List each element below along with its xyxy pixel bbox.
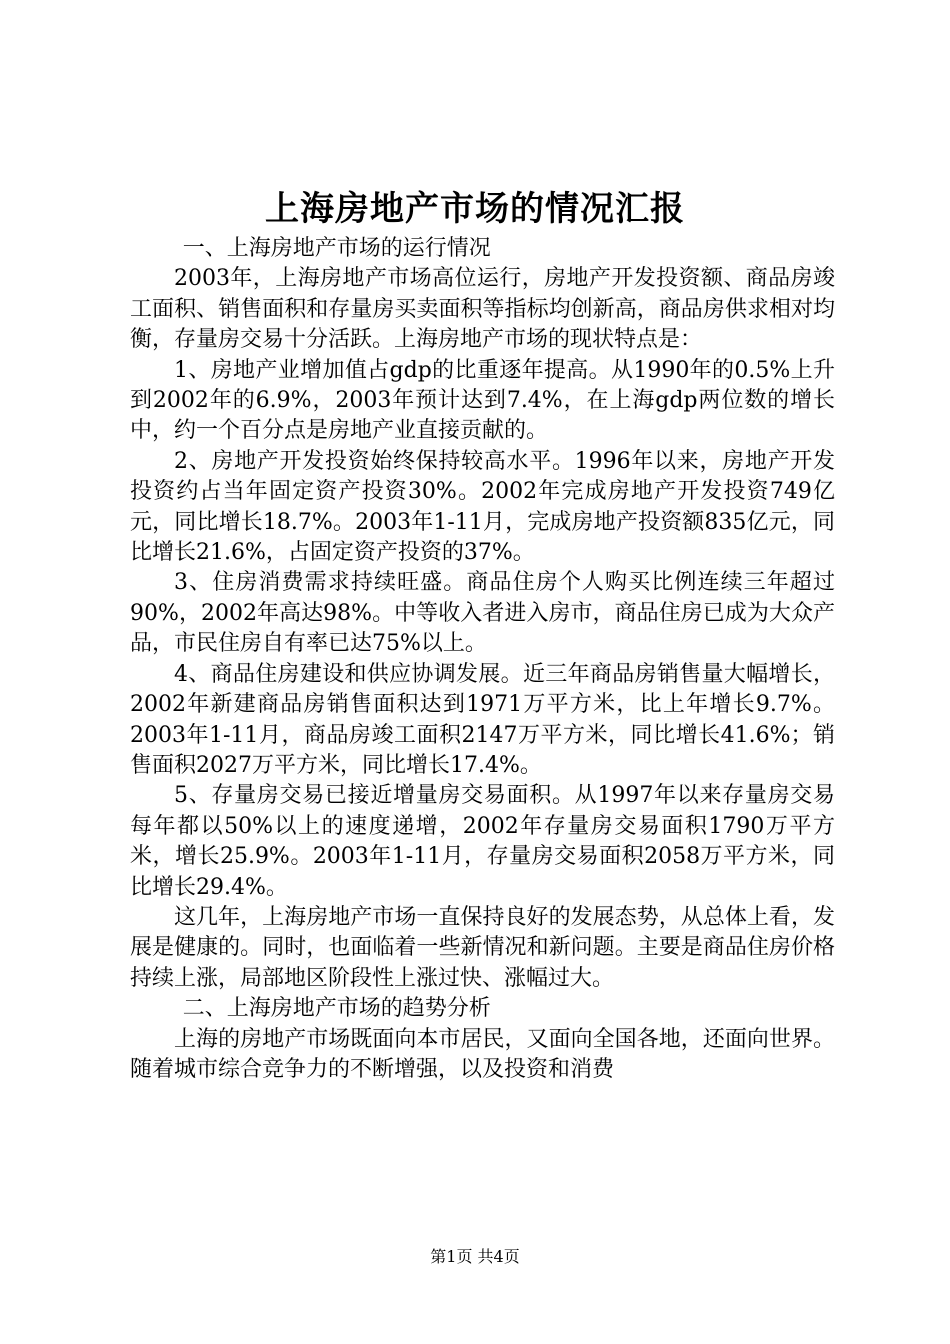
page-footer: 第1页 共4页 [430,1247,520,1266]
paragraph-trend: 上海的房地产市场既面向本市居民，又面向全国各地，还面向世界。随着城市综合竞争力的不断增强，以及投资和消费 [130,1026,835,1082]
document-title: 上海房地产市场的情况汇报 [265,189,685,229]
paragraph-point-1: 1、房地产业增加值占gdp的比重逐年提高。从1990年的0.5%上升到2002年的6.9%，2003年预计达到7.4%，在上海gdp两位数的增长中，约一个百分点是房地产业直接贡献的。 [130,357,835,444]
paragraph-point-2: 2、房地产开发投资始终保持较高水平。1996年以来，房地产开发投资约占当年固定资产投资30%。2002年完成房地产开发投资749亿元，同比增长18.7%。2003年1-11月，完成房地产投资额835亿元，同比增长21.6%，占固定资产投资的37%。 [130,448,835,566]
section-heading-1: 一、上海房地产市场的运行情况 [182,236,491,261]
paragraph-summary: 这几年，上海房地产市场一直保持良好的发展态势，从总体上看，发展是健康的。同时，也面临着一些新情况和新问题。主要是商品住房价格持续上涨，局部地区阶段性上涨过快、涨幅过大。 [130,904,835,991]
section-heading-2: 二、上海房地产市场的趋势分析 [182,996,491,1022]
paragraph-point-3: 3、住房消费需求持续旺盛。商品住房个人购买比例连续三年超过90%，2002年高达98%。中等收入者进入房市，商品住房已成为大众产品，市民住房自有率已达75%以上。 [130,570,835,657]
paragraph-point-5: 5、存量房交易已接近增量房交易面积。从1997年以来存量房交易每年都以50%以上的速度递增，2002年存量房交易面积1790万平方米，增长25.9%。2003年1-11月，存量房交易面积2058万平方米，同比增长29.4%。 [130,783,835,900]
paragraph-intro: 2003年，上海房地产市场高位运行，房地产开发投资额、商品房竣工面积、销售面积和存量房买卖面积等指标均创新高，商品房供求相对均衡，存量房交易十分活跃。上海房地产市场的现状特点是： [130,266,835,353]
paragraph-point-4: 4、商品住房建设和供应协调发展。近三年商品房销售量大幅增长，2002年新建商品房销售面积达到1971万平方米，比上年增长9.7%。2003年1-11月，商品房竣工面积2147万平方米，同比增长41.6%；销售面积2027万平方米，同比增长17.4%。 [130,661,835,778]
document-body [130,234,835,1085]
